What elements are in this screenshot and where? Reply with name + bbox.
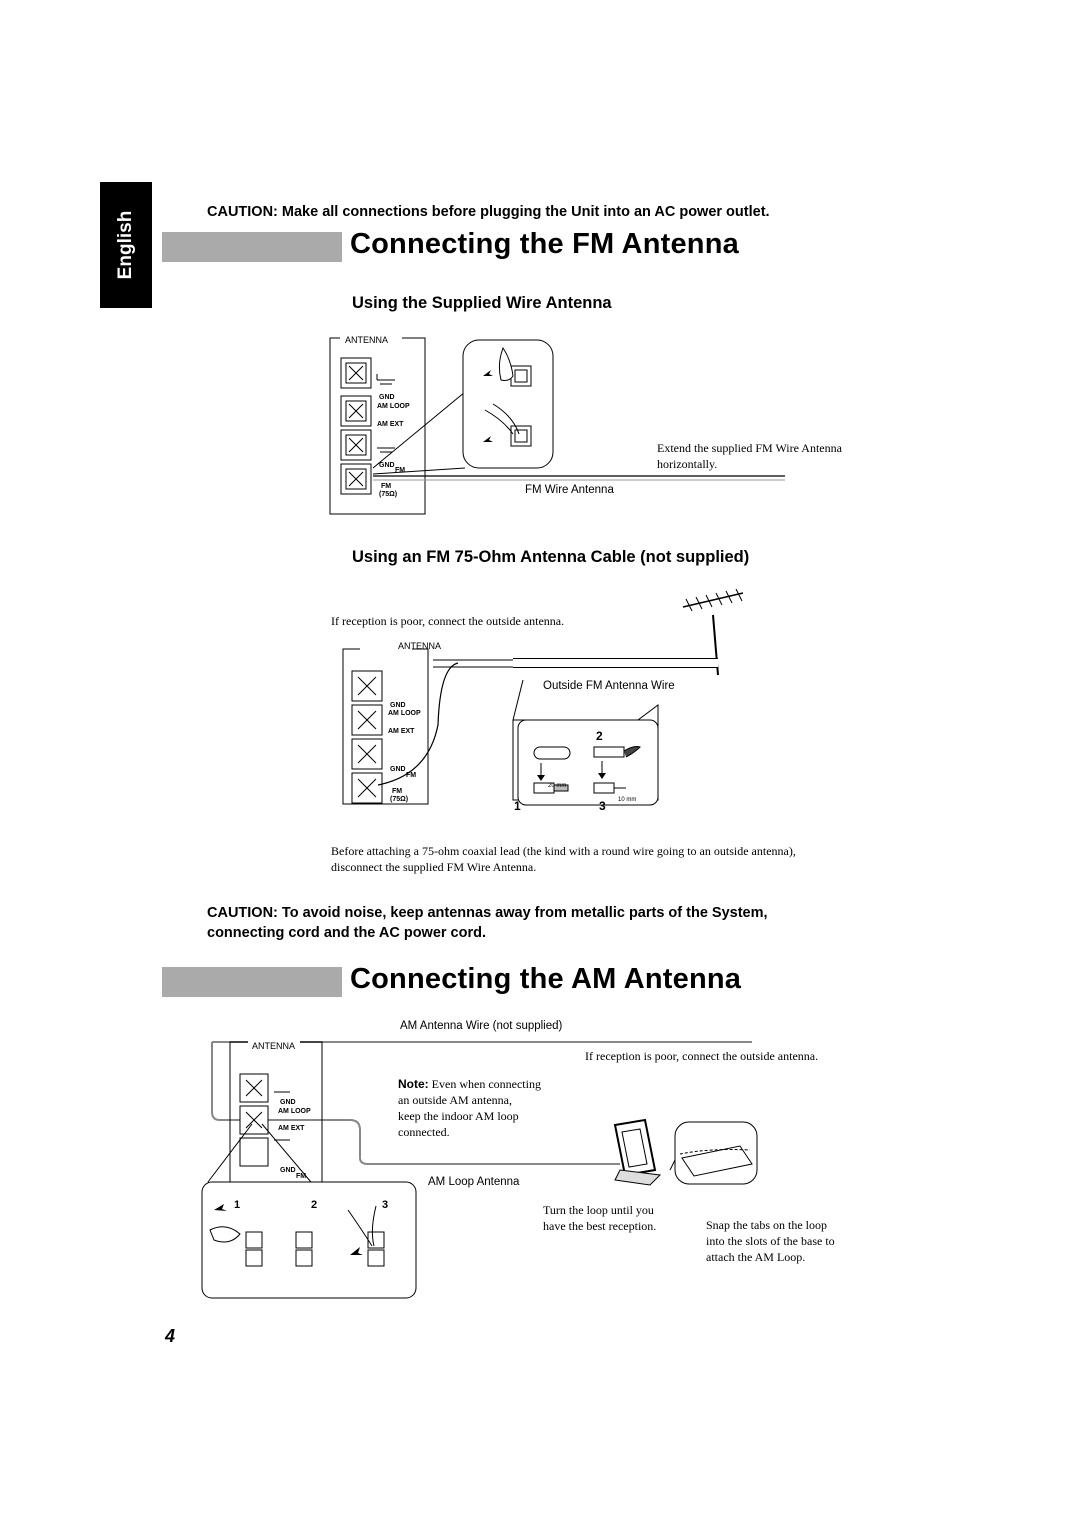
caution-middle [207,903,768,943]
note-line1: Even when connecting [428,1077,541,1091]
snap-line2: into the slots of the base to [706,1234,835,1248]
coax-note-line1: Before attaching a 75-ohm coaxial lead (the kind with a round wire going to an outside antenna), [331,844,796,858]
note-line4: connected. [398,1125,450,1139]
language-tab [100,182,152,308]
panel-fm-75-label: (75Ω) [379,491,398,498]
snap-line1: Snap the tabs on the loop [706,1218,827,1232]
caution-top: CAUTION: Make all connections before plugging the Unit into an AC power outlet. [207,204,770,220]
panel-gnd-label-3: GND [390,702,406,709]
am-step-3-label: 3 [382,1199,389,1211]
coax-note-line2: disconnect the supplied FM Wire Antenna. [331,860,537,874]
am-loop-icon [615,1120,655,1175]
panel-am-ext-label: AM EXT [377,421,404,428]
extend-note-line1: Extend the supplied FM Wire Antenna [657,441,842,455]
terminal-fm [341,464,371,494]
dim-20mm-label: 20 mm [548,783,567,789]
language-tab-label: English [115,210,136,280]
panel-fm-label: FM [395,467,406,474]
panel-am-ext-label-2: AM EXT [388,728,415,735]
step-1-label: 1 [514,799,521,813]
outside-antenna-note: If reception is poor, connect the outside antenna. [331,614,565,628]
panel-gnd-label: GND [379,394,395,401]
note-line3: keep the indoor AM loop [398,1109,519,1123]
caution-middle-line1: CAUTION: To avoid noise, keep antennas away from metallic parts of the System, [207,905,768,921]
step-3-label: 3 [599,799,606,813]
panel-antenna-label-2: ANTENNA [398,641,442,651]
extend-note-line2: horizontally. [657,457,718,471]
am-step-1-label: 1 [234,1199,241,1211]
panel-gnd-label-2: GND [379,462,395,469]
am-section-title: Connecting the AM Antenna [350,963,742,995]
terminal-gnd-top [341,358,371,388]
terminal-am-loop [341,396,371,426]
section-bar-am [162,967,342,997]
panel-am-loop-label: AM LOOP [377,403,410,410]
fm-cable-diagram [338,585,758,825]
cable-subhead: Using an FM 75-Ohm Antenna Cable (not supplied) [352,548,750,566]
panel-gnd-label-6: GND [280,1167,296,1174]
turn-loop-note [543,1202,656,1234]
am-step-2-label: 2 [311,1199,318,1211]
fm-section-title: Connecting the FM Antenna [350,228,739,260]
panel-fm-label-5: FM [296,1173,307,1180]
panel-am-loop-label-2: AM LOOP [388,710,421,717]
extend-note [657,440,842,472]
page-number: 4 [165,1326,176,1346]
panel-am-ext-label-3: AM EXT [278,1125,305,1132]
panel-gnd-label-5: GND [280,1099,296,1106]
outside-wire-label: Outside FM Antenna Wire [543,680,675,692]
panel-am-loop-label-3: AM LOOP [278,1108,311,1115]
am-outside-note: If reception is poor, connect the outside antenna. [585,1049,819,1063]
panel-gnd-label-4: GND [390,766,406,773]
fm-wire-label: FM Wire Antenna [525,484,614,496]
panel-fm-label-2: FM [381,483,392,490]
terminal-am-ext [341,430,371,460]
snap-tabs-note [706,1217,835,1265]
note-line2: an outside AM antenna, [398,1093,512,1107]
caution-middle-line2: connecting cord and the AC power cord. [207,925,487,941]
step-2-label: 2 [596,729,603,743]
snap-line3: attach the AM Loop. [706,1250,806,1264]
panel-antenna-label: ANTENNA [345,335,389,345]
wire-antenna-subhead: Using the Supplied Wire Antenna [352,294,612,312]
note-label: Note: [398,1077,429,1091]
dim-10mm-label: 10 mm [618,797,637,803]
am-note [398,1076,541,1140]
am-wire-label: AM Antenna Wire (not supplied) [400,1020,563,1032]
am-loop-label: AM Loop Antenna [428,1176,520,1188]
coax-note [331,843,796,875]
panel-fm-label-4: FM [392,788,403,795]
panel-antenna-label-3: ANTENNA [252,1041,296,1051]
panel-fm-label-3: FM [406,772,417,779]
turn-line1: Turn the loop until you [543,1203,654,1217]
panel-fm-75-label-2: (75Ω) [390,796,409,803]
am-antenna-diagram [200,1030,760,1300]
section-bar-fm [162,232,342,262]
turn-line2: have the best reception. [543,1219,657,1233]
